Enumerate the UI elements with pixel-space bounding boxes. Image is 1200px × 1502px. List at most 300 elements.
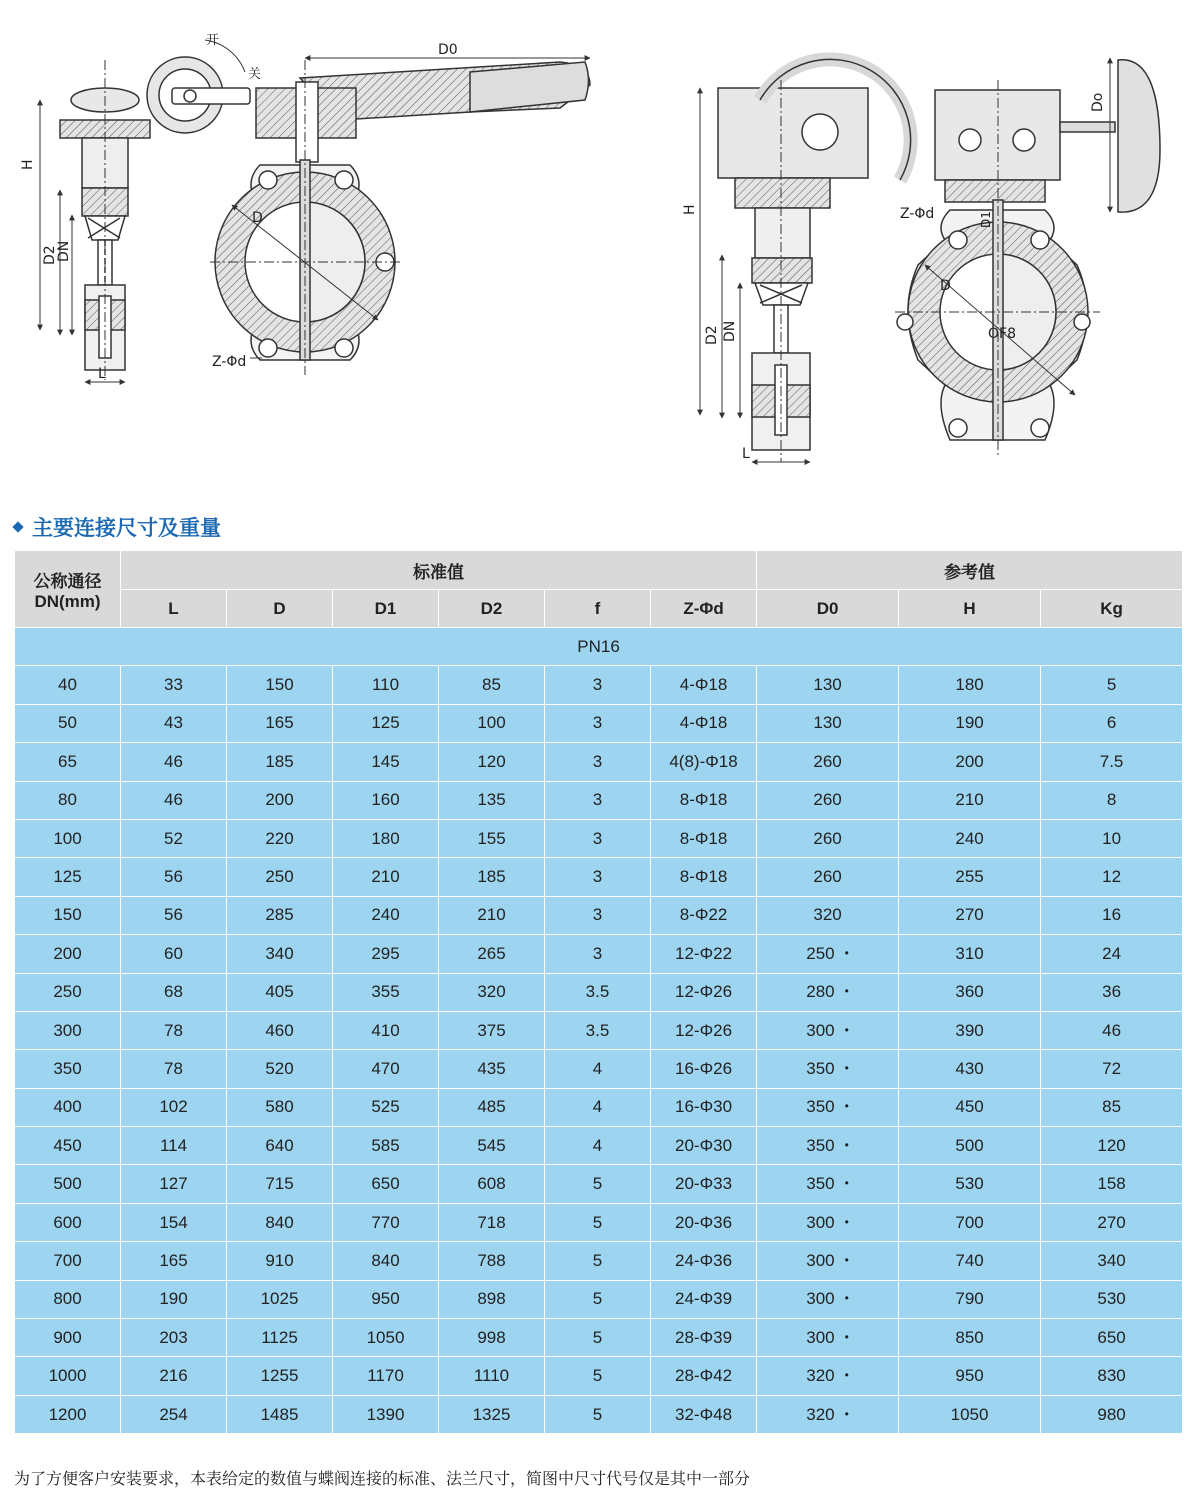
header-dn-label: 公称通径 (33, 571, 102, 591)
cell-zd: 20-Φ30 (651, 1127, 757, 1165)
cell-h: 740 (899, 1242, 1041, 1280)
cell-d0-value: 130 (813, 675, 842, 695)
cell-kg: 72 (1041, 1050, 1183, 1088)
cell-kg: 270 (1041, 1203, 1183, 1241)
cell-l: 154 (121, 1203, 227, 1241)
cell-l: 114 (121, 1127, 227, 1165)
cell-d1: 525 (333, 1088, 439, 1126)
cell-d2: 85 (439, 666, 545, 704)
cell-l: 78 (121, 1011, 227, 1049)
cell-d: 200 (227, 781, 333, 819)
gear-mark-dot: • (844, 1329, 849, 1344)
cell-kg: 16 (1041, 896, 1183, 934)
label-d0-left: D0 (438, 42, 458, 58)
cell-d2: 998 (439, 1319, 545, 1357)
cell-d0-value: 300 (806, 1250, 835, 1270)
footnote: 为了方便客户安装要求，本表给定的数值与蝶阀连接的标准、法兰尺寸，简图中尺寸代号仅是其中一部分 (14, 1469, 751, 1488)
header-col-kg: Kg (1041, 590, 1183, 628)
cell-zd: 24-Φ39 (651, 1280, 757, 1318)
cell-zd: 12-Φ26 (651, 1011, 757, 1049)
cell-zd: 12-Φ26 (651, 973, 757, 1011)
cell-l: 127 (121, 1165, 227, 1203)
cell-d0-value: 280 (806, 982, 835, 1002)
cell-l: 68 (121, 973, 227, 1011)
label-l-left: L (98, 366, 106, 382)
cell-d: 520 (227, 1050, 333, 1088)
header-col-l: L (121, 590, 227, 628)
cell-zd: 32-Φ48 (651, 1395, 757, 1433)
cell-d2: 435 (439, 1050, 545, 1088)
gear-mark-dot: • (844, 1252, 849, 1267)
cell-d2: 320 (439, 973, 545, 1011)
cell-f: 4 (545, 1088, 651, 1126)
cell-d0 (757, 1395, 899, 1433)
cell-dn: 500 (15, 1165, 121, 1203)
cell-dn: 600 (15, 1203, 121, 1241)
cell-d2: 898 (439, 1280, 545, 1318)
cell-f: 3 (545, 819, 651, 857)
cell-d: 405 (227, 973, 333, 1011)
cell-d0 (757, 973, 899, 1011)
left-front-view (210, 60, 590, 375)
cell-l: 254 (121, 1395, 227, 1433)
cell-d2: 265 (439, 935, 545, 973)
gear-mark-dot: • (844, 1291, 849, 1306)
right-front-view (895, 60, 1160, 455)
cell-d2: 185 (439, 858, 545, 896)
cell-dn: 125 (15, 858, 121, 896)
label-d-right: D (940, 278, 951, 294)
table-row (15, 1203, 1183, 1241)
table-row (15, 1319, 1183, 1357)
cell-l: 46 (121, 781, 227, 819)
cell-dn: 1000 (15, 1357, 121, 1395)
cell-d0 (757, 1280, 899, 1318)
cell-d0 (757, 781, 899, 819)
table-row (15, 1242, 1183, 1280)
cell-l: 43 (121, 704, 227, 742)
cell-d0-value: 350 (806, 1097, 835, 1117)
cell-kg: 46 (1041, 1011, 1183, 1049)
cell-d: 340 (227, 935, 333, 973)
cell-d: 460 (227, 1011, 333, 1049)
header-group-reference: 参考值 (757, 551, 1183, 590)
cell-f: 5 (545, 1280, 651, 1318)
cell-d0-value: 320 (806, 1404, 835, 1424)
cell-h: 430 (899, 1050, 1041, 1088)
cell-f: 4 (545, 1127, 651, 1165)
cell-d1: 160 (333, 781, 439, 819)
cell-f: 3 (545, 935, 651, 973)
cell-zd: 4-Φ18 (651, 704, 757, 742)
cell-zd: 16-Φ30 (651, 1088, 757, 1126)
cell-d0-value: 320 (813, 905, 842, 925)
cell-d1: 470 (333, 1050, 439, 1088)
cell-d0 (757, 1088, 899, 1126)
cell-zd: 8-Φ18 (651, 858, 757, 896)
cell-f: 5 (545, 1165, 651, 1203)
cell-d2: 788 (439, 1242, 545, 1280)
cell-l: 102 (121, 1088, 227, 1126)
cell-l: 33 (121, 666, 227, 704)
cell-d1: 410 (333, 1011, 439, 1049)
cell-kg: 24 (1041, 935, 1183, 973)
cell-l: 216 (121, 1357, 227, 1395)
cell-dn: 50 (15, 704, 121, 742)
table-row (15, 781, 1183, 819)
cell-zd: 20-Φ33 (651, 1165, 757, 1203)
header-col-d: D (227, 590, 333, 628)
table-row (15, 1357, 1183, 1395)
cell-d0 (757, 1127, 899, 1165)
cell-d0 (757, 1011, 899, 1049)
label-dn-right: DN (722, 320, 738, 342)
cell-d: 580 (227, 1088, 333, 1126)
cell-h: 190 (899, 704, 1041, 742)
cell-d0-value: 260 (813, 867, 842, 887)
cell-d2: 545 (439, 1127, 545, 1165)
cell-h: 360 (899, 973, 1041, 1011)
cell-kg: 650 (1041, 1319, 1183, 1357)
cell-h: 210 (899, 781, 1041, 819)
cell-d0 (757, 1357, 899, 1395)
cell-zd: 16-Φ26 (651, 1050, 757, 1088)
header-col-d1: D1 (333, 590, 439, 628)
cell-h: 500 (899, 1127, 1041, 1165)
header-col-d0: D0 (757, 590, 899, 628)
gear-mark-dot: • (844, 1214, 849, 1229)
gear-mark-dot: • (844, 984, 849, 999)
cell-kg: 980 (1041, 1395, 1183, 1433)
cell-kg: 530 (1041, 1280, 1183, 1318)
cell-d1: 1050 (333, 1319, 439, 1357)
table-row (15, 973, 1183, 1011)
cell-h: 850 (899, 1319, 1041, 1357)
cell-dn: 450 (15, 1127, 121, 1165)
cell-dn: 40 (15, 666, 121, 704)
cell-zd: 8-Φ18 (651, 781, 757, 819)
cell-dn: 200 (15, 935, 121, 973)
cell-dn: 400 (15, 1088, 121, 1126)
cell-kg: 8 (1041, 781, 1183, 819)
cell-d2: 608 (439, 1165, 545, 1203)
cell-d0 (757, 1242, 899, 1280)
cell-dn: 80 (15, 781, 121, 819)
table-row (15, 1165, 1183, 1203)
cell-dn: 150 (15, 896, 121, 934)
cell-d2: 485 (439, 1088, 545, 1126)
cell-d1: 950 (333, 1280, 439, 1318)
cell-d0-value: 300 (806, 1327, 835, 1347)
cell-d0-value: 350 (806, 1058, 835, 1078)
cell-kg: 158 (1041, 1165, 1183, 1203)
label-l-right: L (742, 446, 750, 462)
cell-d0-value: 260 (813, 790, 842, 810)
cell-d0-value: 260 (813, 828, 842, 848)
cell-d0 (757, 666, 899, 704)
cell-zd: 4-Φ18 (651, 666, 757, 704)
gear-mark-dot: • (844, 1368, 849, 1383)
cell-f: 3.5 (545, 1011, 651, 1049)
cell-kg: 7.5 (1041, 743, 1183, 781)
cell-f: 5 (545, 1203, 651, 1241)
cell-d1: 145 (333, 743, 439, 781)
label-dn-left: DN (56, 240, 72, 262)
gear-mark-dot: • (844, 1406, 849, 1421)
cell-d1: 650 (333, 1165, 439, 1203)
gear-mark-dot: • (844, 1060, 849, 1075)
cell-dn: 250 (15, 973, 121, 1011)
cell-d: 1025 (227, 1280, 333, 1318)
cell-h: 255 (899, 858, 1041, 896)
table-row (15, 1050, 1183, 1088)
cell-f: 3 (545, 743, 651, 781)
cell-kg: 830 (1041, 1357, 1183, 1395)
cell-d: 250 (227, 858, 333, 896)
cell-d1: 1170 (333, 1357, 439, 1395)
label-open: 开 (206, 33, 220, 48)
cell-d1: 585 (333, 1127, 439, 1165)
cell-f: 5 (545, 1242, 651, 1280)
cell-h: 390 (899, 1011, 1041, 1049)
valve-drawings (0, 0, 1200, 470)
cell-d0-value: 300 (806, 1212, 835, 1232)
cell-kg: 12 (1041, 858, 1183, 896)
cell-d0-value: 130 (813, 713, 842, 733)
cell-d2: 375 (439, 1011, 545, 1049)
cell-l: 203 (121, 1319, 227, 1357)
cell-d: 220 (227, 819, 333, 857)
cell-d0 (757, 819, 899, 857)
header-col-zd: Z-Φd (651, 590, 757, 628)
label-d-left: D (252, 210, 263, 226)
cell-zd: 20-Φ36 (651, 1203, 757, 1241)
cell-kg: 10 (1041, 819, 1183, 857)
label-d1-right: D1 (979, 211, 993, 228)
label-zd-left: Z-Φd (212, 354, 247, 370)
table-row (15, 858, 1183, 896)
cell-f: 4 (545, 1050, 651, 1088)
table-row (15, 1280, 1183, 1318)
pressure-row (15, 628, 1183, 666)
cell-d0-value: 300 (806, 1020, 835, 1040)
cell-zd: 4(8)-Φ18 (651, 743, 757, 781)
table-row (15, 743, 1183, 781)
cell-d1: 110 (333, 666, 439, 704)
cell-f: 3 (545, 781, 651, 819)
right-side-view (718, 59, 911, 462)
header-col-d2: D2 (439, 590, 545, 628)
label-h-right: H (682, 204, 698, 215)
cell-d2: 1325 (439, 1395, 545, 1433)
cell-zd: 8-Φ22 (651, 896, 757, 934)
cell-l: 56 (121, 896, 227, 934)
label-d2-right: D2 (704, 325, 720, 345)
cell-l: 78 (121, 1050, 227, 1088)
cell-d2: 135 (439, 781, 545, 819)
cell-h: 700 (899, 1203, 1041, 1241)
dimension-table (14, 550, 1183, 1434)
cell-d: 165 (227, 704, 333, 742)
section-title (14, 512, 221, 542)
cell-h: 450 (899, 1088, 1041, 1126)
cell-f: 3 (545, 704, 651, 742)
cell-f: 3.5 (545, 973, 651, 1011)
cell-h: 950 (899, 1357, 1041, 1395)
cell-dn: 65 (15, 743, 121, 781)
cell-d: 285 (227, 896, 333, 934)
table-row (15, 1127, 1183, 1165)
gear-mark-dot: • (844, 945, 849, 960)
label-h-left: H (20, 159, 36, 170)
cell-d0-value: 260 (813, 751, 842, 771)
label-close: 关 (248, 67, 262, 82)
cell-zd: 8-Φ18 (651, 819, 757, 857)
label-do-right: Do (1090, 92, 1106, 112)
cell-d0-value: 350 (806, 1174, 835, 1194)
cell-d: 1485 (227, 1395, 333, 1433)
handle-top-view (147, 40, 250, 133)
cell-d0 (757, 935, 899, 973)
label-zd-right: Z-Φd (900, 206, 935, 222)
gear-mark-dot: • (844, 1176, 849, 1191)
cell-h: 1050 (899, 1395, 1041, 1433)
cell-d: 185 (227, 743, 333, 781)
cell-l: 190 (121, 1280, 227, 1318)
cell-zd: 12-Φ22 (651, 935, 757, 973)
cell-f: 5 (545, 1319, 651, 1357)
table-row (15, 1011, 1183, 1049)
cell-d1: 125 (333, 704, 439, 742)
cell-d1: 840 (333, 1242, 439, 1280)
table-row (15, 819, 1183, 857)
cell-dn: 1200 (15, 1395, 121, 1433)
cell-dn: 100 (15, 819, 121, 857)
cell-kg: 6 (1041, 704, 1183, 742)
cell-d1: 180 (333, 819, 439, 857)
cell-d: 1255 (227, 1357, 333, 1395)
cell-h: 530 (899, 1165, 1041, 1203)
cell-d0 (757, 1165, 899, 1203)
table-row (15, 935, 1183, 973)
cell-f: 5 (545, 1357, 651, 1395)
cell-d1: 1390 (333, 1395, 439, 1433)
cell-d2: 155 (439, 819, 545, 857)
cell-d1: 240 (333, 896, 439, 934)
cell-d2: 718 (439, 1203, 545, 1241)
cell-h: 180 (899, 666, 1041, 704)
cell-d2: 100 (439, 704, 545, 742)
cell-l: 52 (121, 819, 227, 857)
cell-dn: 300 (15, 1011, 121, 1049)
cell-d: 640 (227, 1127, 333, 1165)
cell-dn: 900 (15, 1319, 121, 1357)
cell-zd: 28-Φ42 (651, 1357, 757, 1395)
diamond-icon (12, 521, 23, 532)
cell-d1: 210 (333, 858, 439, 896)
cell-dn: 700 (15, 1242, 121, 1280)
cell-d: 715 (227, 1165, 333, 1203)
cell-d0 (757, 704, 899, 742)
cell-dn: 350 (15, 1050, 121, 1088)
cell-d: 840 (227, 1203, 333, 1241)
cell-h: 310 (899, 935, 1041, 973)
cell-d2: 210 (439, 896, 545, 934)
cell-h: 270 (899, 896, 1041, 934)
header-dn-unit: DN(mm) (34, 591, 101, 611)
cell-f: 5 (545, 1395, 651, 1433)
table-row (15, 666, 1183, 704)
table-row (15, 1088, 1183, 1126)
cell-kg: 120 (1041, 1127, 1183, 1165)
cell-d: 910 (227, 1242, 333, 1280)
table-header (15, 551, 1183, 628)
cell-kg: 5 (1041, 666, 1183, 704)
cell-d0-value: 300 (806, 1289, 835, 1309)
cell-dn: 800 (15, 1280, 121, 1318)
cell-f: 3 (545, 896, 651, 934)
cell-d2: 120 (439, 743, 545, 781)
cell-d: 1125 (227, 1319, 333, 1357)
section-title-text: 主要连接尺寸及重量 (32, 516, 221, 540)
cell-l: 165 (121, 1242, 227, 1280)
cell-d0 (757, 896, 899, 934)
gear-mark-dot: • (844, 1099, 849, 1114)
cell-zd: 24-Φ36 (651, 1242, 757, 1280)
cell-h: 790 (899, 1280, 1041, 1318)
cell-d0 (757, 743, 899, 781)
table-row (15, 704, 1183, 742)
cell-h: 240 (899, 819, 1041, 857)
cell-d0-value: 250 (806, 943, 835, 963)
cell-d1: 355 (333, 973, 439, 1011)
cell-kg: 340 (1041, 1242, 1183, 1280)
cell-d0 (757, 1050, 899, 1088)
cell-kg: 85 (1041, 1088, 1183, 1126)
cell-d0-value: 350 (806, 1135, 835, 1155)
cell-d0 (757, 858, 899, 896)
cell-d0 (757, 1319, 899, 1357)
cell-d0 (757, 1203, 899, 1241)
cell-l: 46 (121, 743, 227, 781)
label-of8: OF8 (988, 326, 1016, 342)
label-d2-left: D2 (42, 245, 58, 265)
table-row (15, 1395, 1183, 1433)
table-body (15, 628, 1183, 1434)
gear-mark-dot: • (844, 1022, 849, 1037)
gear-mark-dot: • (844, 1137, 849, 1152)
cell-l: 56 (121, 858, 227, 896)
cell-zd: 28-Φ39 (651, 1319, 757, 1357)
cell-l: 60 (121, 935, 227, 973)
cell-h: 200 (899, 743, 1041, 781)
header-col-h: H (899, 590, 1041, 628)
cell-f: 3 (545, 858, 651, 896)
header-group-standard: 标准值 (121, 551, 757, 590)
table-row (15, 896, 1183, 934)
pressure-label: PN16 (15, 628, 1183, 666)
cell-d2: 1110 (439, 1357, 545, 1395)
header-dn (15, 551, 121, 628)
cell-kg: 36 (1041, 973, 1183, 1011)
cell-d0-value: 320 (806, 1366, 835, 1386)
cell-d: 150 (227, 666, 333, 704)
header-col-f: f (545, 590, 651, 628)
cell-d1: 770 (333, 1203, 439, 1241)
left-side-view (60, 60, 150, 380)
cell-f: 3 (545, 666, 651, 704)
cell-d1: 295 (333, 935, 439, 973)
